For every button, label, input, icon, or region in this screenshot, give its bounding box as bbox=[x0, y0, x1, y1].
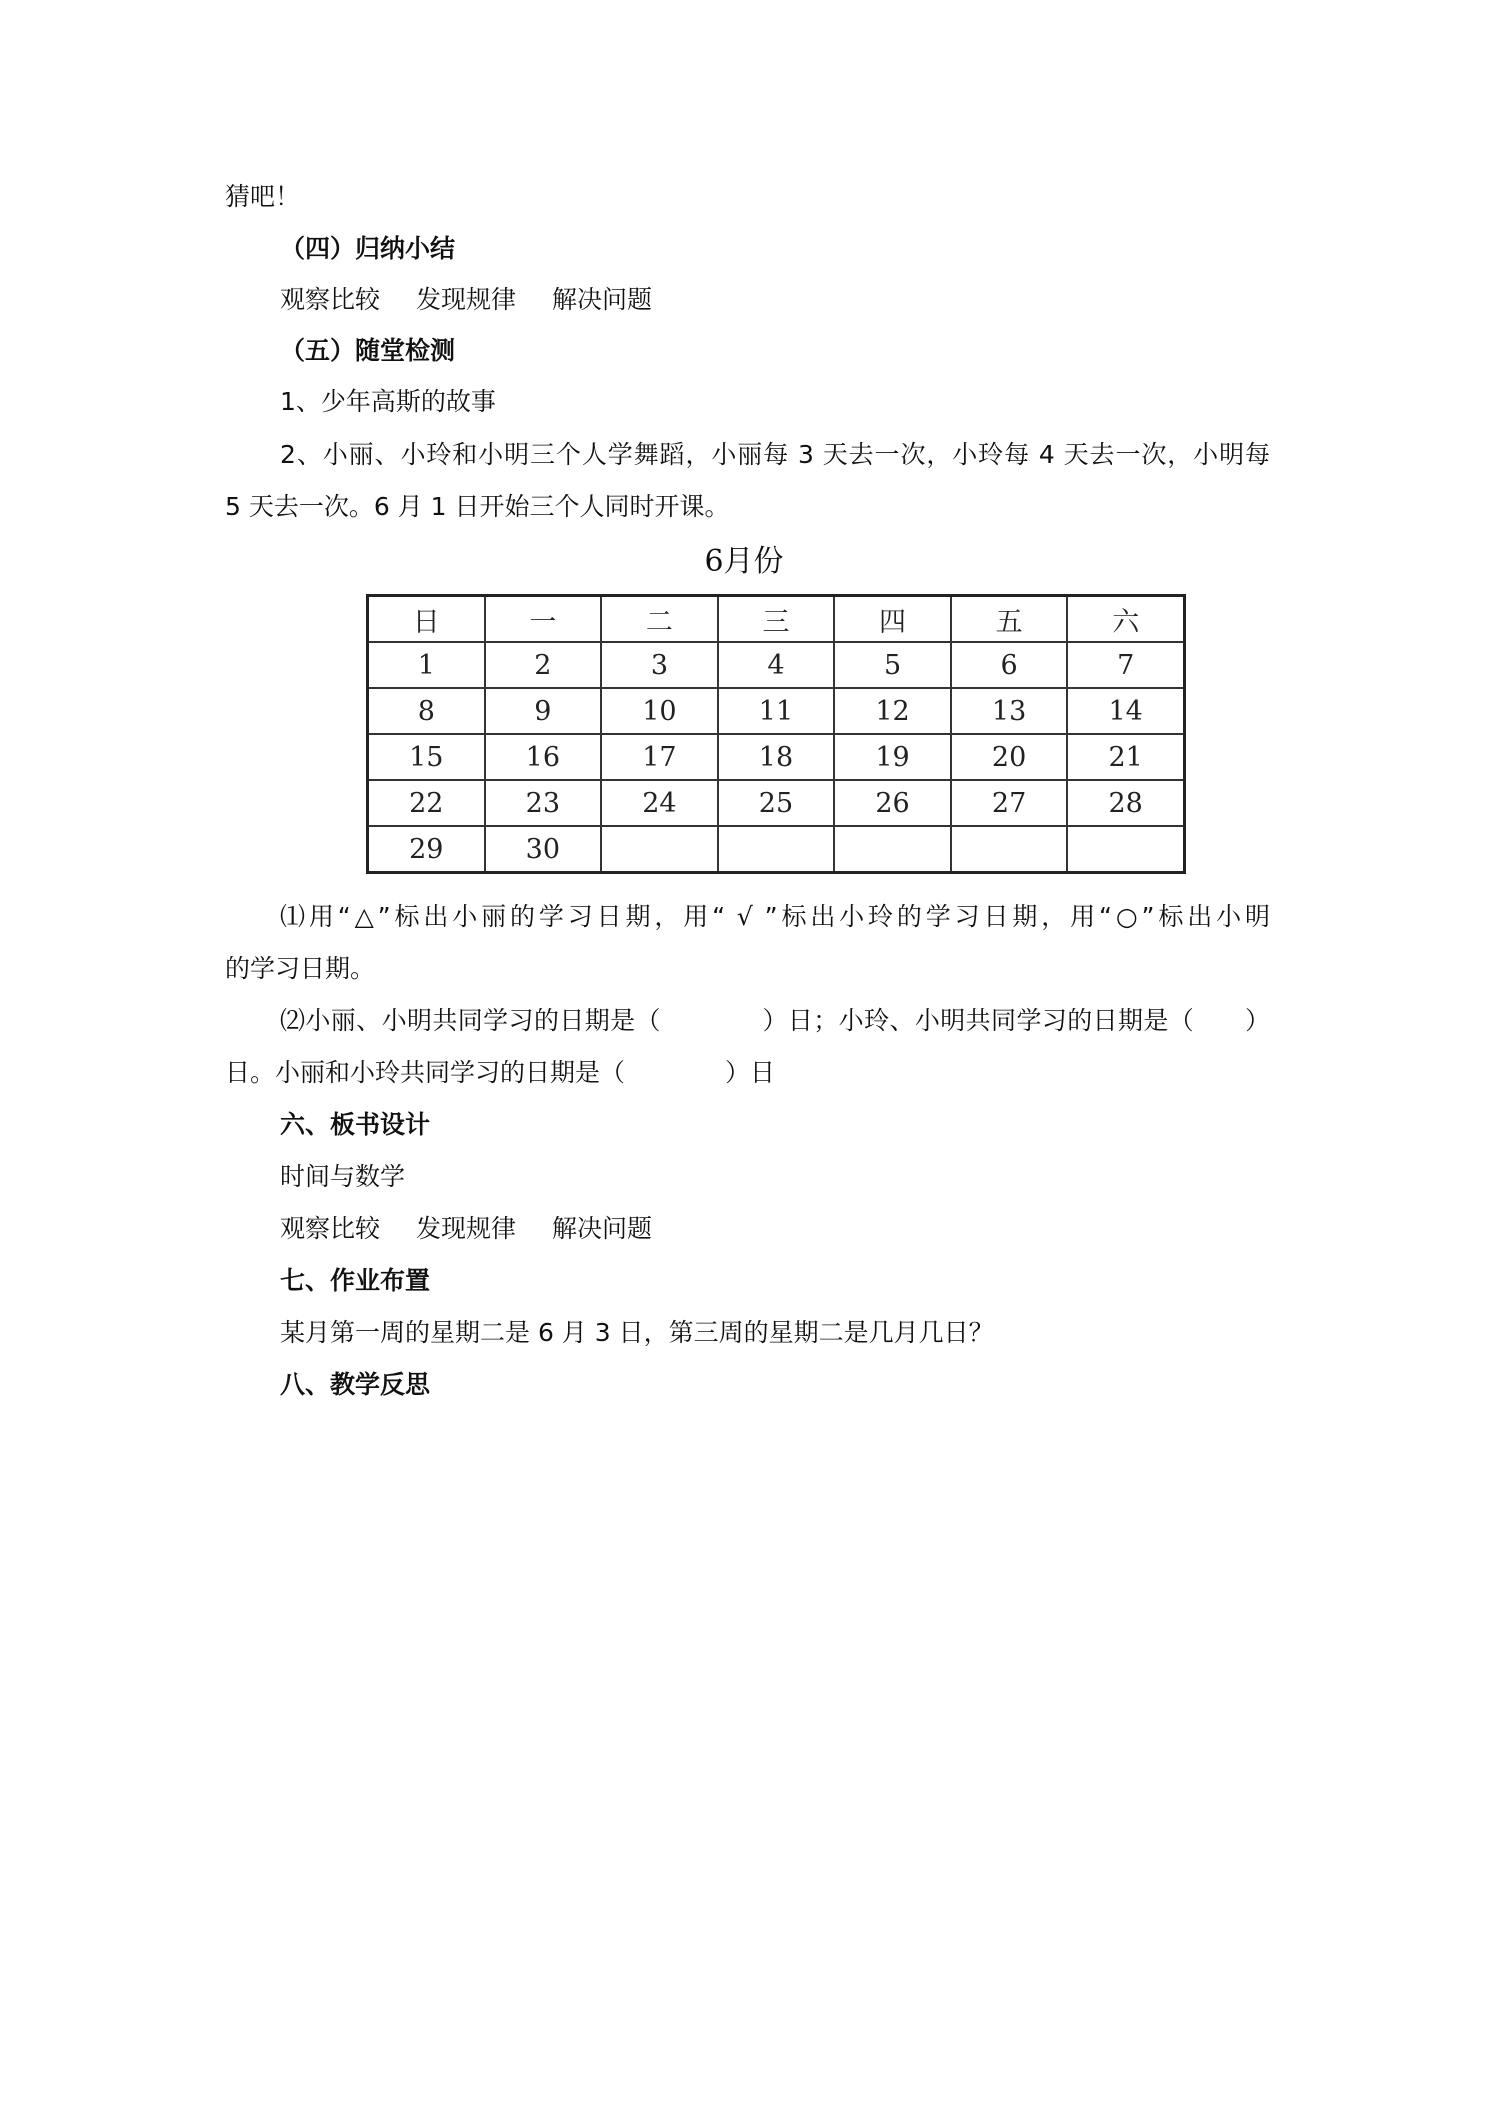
calendar-cell bbox=[718, 826, 835, 873]
calendar-cell: 2 bbox=[485, 642, 602, 688]
calendar-cell: 22 bbox=[368, 780, 485, 826]
calendar-header-cell: 一 bbox=[485, 596, 602, 643]
calendar-cell: 1 bbox=[368, 642, 485, 688]
calendar-cell: 21 bbox=[1067, 734, 1184, 780]
calendar-header-cell: 二 bbox=[601, 596, 718, 643]
calendar-header-cell: 四 bbox=[834, 596, 951, 643]
text-line: 2、小丽、小玲和小明三个人学舞蹈，小丽每 3 天去一次，小玲每 4 天去一次，小明每 bbox=[280, 440, 1270, 469]
calendar-table bbox=[366, 594, 1186, 874]
calendar-cell: 4 bbox=[718, 642, 835, 688]
calendar-cell: 17 bbox=[601, 734, 718, 780]
calendar-cell: 13 bbox=[951, 688, 1068, 734]
calendar-row bbox=[368, 734, 1185, 780]
calendar-row bbox=[368, 780, 1185, 826]
summary-item: 发现规律 bbox=[416, 1214, 517, 1243]
text-line: 猜吧！ bbox=[225, 182, 301, 211]
calendar-header-cell: 五 bbox=[951, 596, 1068, 643]
summary-item: 解决问题 bbox=[552, 285, 653, 314]
text-line: 时间与数学 bbox=[280, 1162, 406, 1191]
calendar-row bbox=[368, 688, 1185, 734]
calendar-cell: 10 bbox=[601, 688, 718, 734]
calendar-cell: 6 bbox=[951, 642, 1068, 688]
text-line: 1、少年高斯的故事 bbox=[280, 387, 496, 416]
calendar-cell: 28 bbox=[1067, 780, 1184, 826]
calendar-cell: 30 bbox=[485, 826, 602, 873]
calendar-cell: 5 bbox=[834, 642, 951, 688]
summary-line bbox=[280, 285, 652, 315]
calendar-cell: 16 bbox=[485, 734, 602, 780]
text-line: ⑵小丽、小明共同学习的日期是（ ）日；小玲、小明共同学习的日期是（ ） bbox=[280, 1006, 1270, 1035]
calendar-title: 6月份 bbox=[704, 544, 784, 579]
calendar-cell: 23 bbox=[485, 780, 602, 826]
calendar-cell: 12 bbox=[834, 688, 951, 734]
text-line: 日。小丽和小玲共同学习的日期是（ ）日 bbox=[225, 1058, 776, 1087]
calendar-cell: 3 bbox=[601, 642, 718, 688]
calendar-header-row bbox=[368, 596, 1185, 643]
summary-item: 发现规律 bbox=[416, 285, 517, 314]
section-heading: （五）随堂检测 bbox=[280, 336, 456, 365]
calendar-cell bbox=[951, 826, 1068, 873]
summary-item: 解决问题 bbox=[552, 1214, 653, 1243]
calendar-cell: 14 bbox=[1067, 688, 1184, 734]
calendar-cell: 11 bbox=[718, 688, 835, 734]
section-heading: 六、板书设计 bbox=[280, 1110, 431, 1139]
summary-line bbox=[280, 1214, 652, 1244]
text-line: ⑴用“△”标出小丽的学习日期，用“ √ ”标出小玲的学习日期，用“○”标出小明 bbox=[280, 902, 1270, 931]
section-heading: （四）归纳小结 bbox=[280, 234, 456, 263]
calendar-header-cell: 六 bbox=[1067, 596, 1184, 643]
calendar-cell: 25 bbox=[718, 780, 835, 826]
calendar-cell: 26 bbox=[834, 780, 951, 826]
calendar-cell: 29 bbox=[368, 826, 485, 873]
calendar-cell bbox=[834, 826, 951, 873]
calendar-cell: 8 bbox=[368, 688, 485, 734]
summary-item: 观察比较 bbox=[280, 1214, 381, 1243]
calendar-cell bbox=[1067, 826, 1184, 873]
calendar-cell: 7 bbox=[1067, 642, 1184, 688]
calendar-cell: 19 bbox=[834, 734, 951, 780]
text-line: 5 天去一次。6 月 1 日开始三个人同时开课。 bbox=[225, 492, 730, 521]
calendar-cell bbox=[601, 826, 718, 873]
calendar-cell: 18 bbox=[718, 734, 835, 780]
section-heading: 八、教学反思 bbox=[280, 1370, 431, 1399]
section-heading: 七、作业布置 bbox=[280, 1266, 431, 1295]
calendar-cell: 24 bbox=[601, 780, 718, 826]
text-line: 的学习日期。 bbox=[225, 954, 376, 983]
calendar-row bbox=[368, 826, 1185, 873]
calendar-cell: 20 bbox=[951, 734, 1068, 780]
calendar-cell: 15 bbox=[368, 734, 485, 780]
calendar-header-cell: 日 bbox=[368, 596, 485, 643]
calendar-row bbox=[368, 642, 1185, 688]
text-line: 某月第一周的星期二是 6 月 3 日，第三周的星期二是几月几日？ bbox=[280, 1318, 994, 1347]
calendar-cell: 27 bbox=[951, 780, 1068, 826]
calendar-header-cell: 三 bbox=[718, 596, 835, 643]
calendar-cell: 9 bbox=[485, 688, 602, 734]
summary-item: 观察比较 bbox=[280, 285, 381, 314]
